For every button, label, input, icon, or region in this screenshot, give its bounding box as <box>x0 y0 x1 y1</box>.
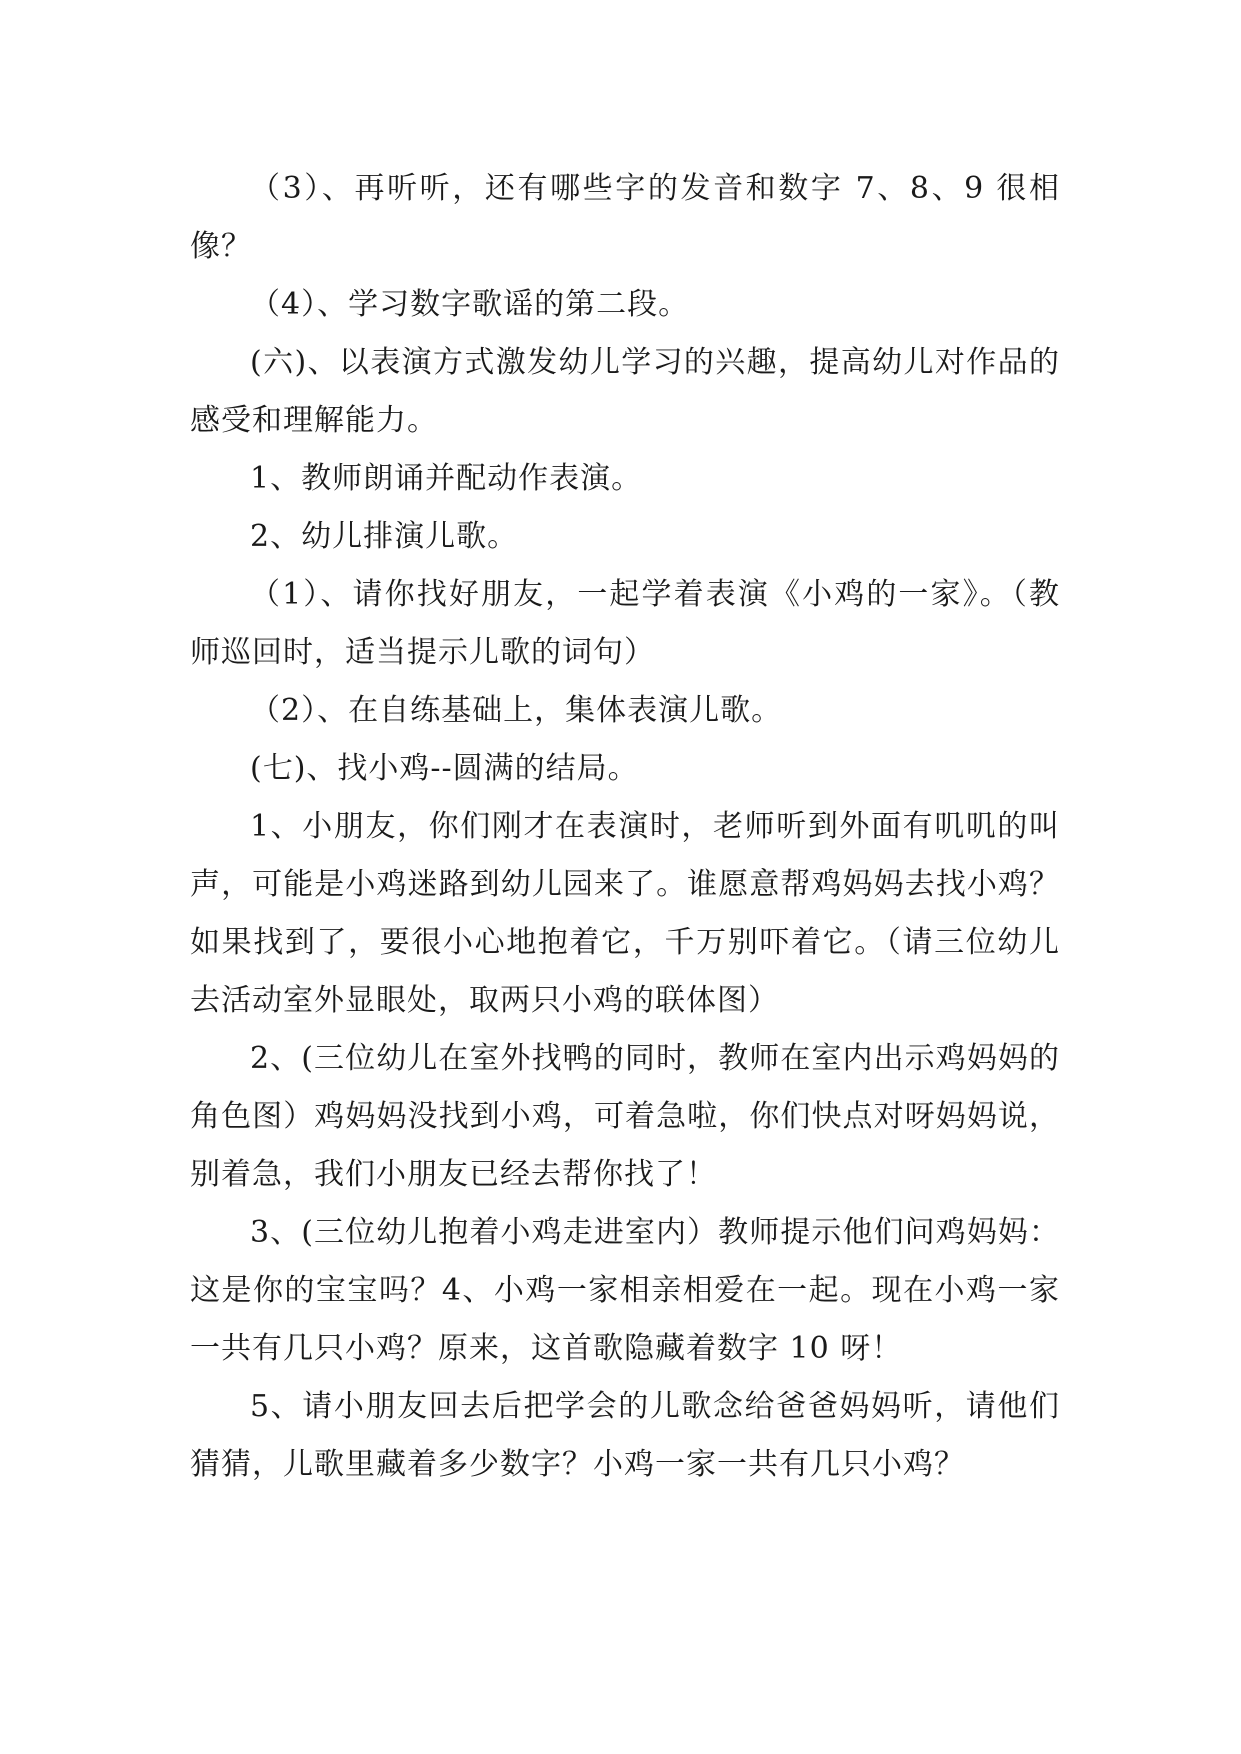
paragraph-11: 3、(三位幼儿抱着小鸡走进室内）教师提示他们问鸡妈妈：这是你的宝宝吗？4、小鸡一家相亲相爱在一起。现在小鸡一家一共有几只小鸡？原来，这首歌隐藏着数字 10 呀！ <box>190 1215 1060 1366</box>
paragraph-4: 1、教师朗诵并配动作表演。 <box>250 461 643 496</box>
paragraph-7: （2）、在自练基础上，集体表演儿歌。 <box>250 693 783 728</box>
paragraph-3: (六)、以表演方式激发幼儿学习的兴趣，提高幼儿对作品的感受和理解能力。 <box>190 345 1060 438</box>
document-body <box>190 160 1060 1494</box>
paragraph-10: 2、(三位幼儿在室外找鸭的同时，教师在室内出示鸡妈妈的角色图）鸡妈妈没找到小鸡，可着急啦，你们快点对呀妈妈说，别着急，我们小朋友已经去帮你找了！ <box>190 1041 1060 1192</box>
paragraph-5: 2、幼儿排演儿歌。 <box>250 519 519 554</box>
paragraph-12: 5、请小朋友回去后把学会的儿歌念给爸爸妈妈听，请他们猜猜，儿歌里藏着多少数字？小鸡一家一共有几只小鸡？ <box>190 1389 1060 1482</box>
paragraph-2: （4）、学习数字歌谣的第二段。 <box>250 287 690 322</box>
paragraph-8: (七)、找小鸡--圆满的结局。 <box>250 751 639 786</box>
paragraph-6: （1）、请你找好朋友，一起学着表演《小鸡的一家》。（教师巡回时，适当提示儿歌的词句） <box>190 577 1060 670</box>
paragraph-1: （3）、再听听，还有哪些字的发音和数字 7、8、9 很相像？ <box>190 171 1060 264</box>
paragraph-9: 1、小朋友，你们刚才在表演时，老师听到外面有叽叽的叫声，可能是小鸡迷路到幼儿园来了。谁愿意帮鸡妈妈去找小鸡？如果找到了，要很小心地抱着它，千万别吓着它。（请三位幼儿去活动室外显眼处，取两只小鸡的联体图） <box>190 809 1060 1018</box>
